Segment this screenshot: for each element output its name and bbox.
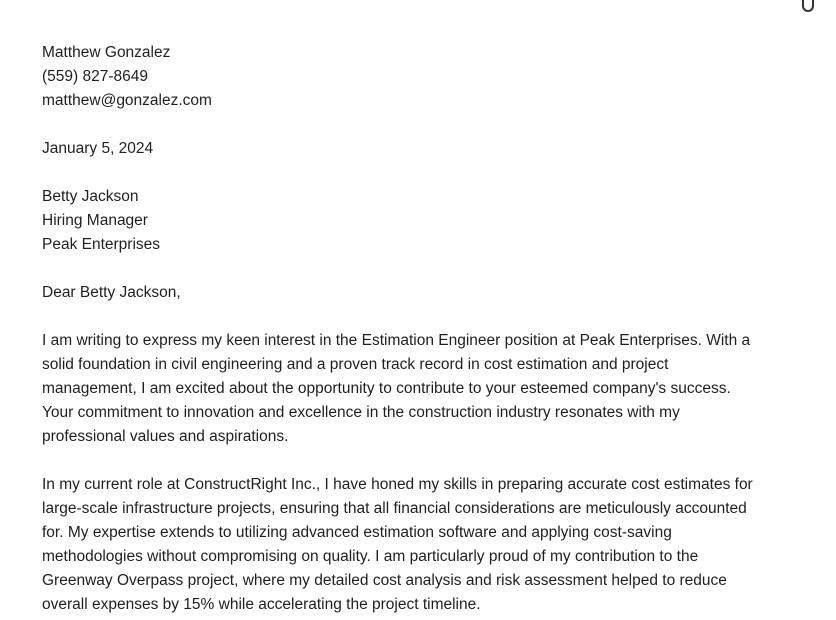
body-paragraph-1 [42, 329, 802, 449]
recipient-company: Peak Enterprises [42, 236, 161, 253]
paragraph-line: Your commitment to innovation and excellence in the construction industry resonates with my [42, 404, 680, 421]
paragraph-line: I am writing to express my keen interest in the Estimation Engineer position at Peak Enterprises. With a [42, 332, 751, 349]
body-paragraph-2 [42, 473, 802, 617]
sender-block [42, 41, 802, 113]
recipient-title: Hiring Manager [42, 212, 148, 229]
paragraph-line: management, I am excited about the opportunity to contribute to your esteemed company's success. [42, 380, 731, 397]
recipient-block [42, 185, 802, 257]
sender-phone: (559) 827-8649 [42, 68, 148, 85]
sender-email: matthew@gonzalez.com [42, 92, 212, 109]
letter-date: January 5, 2024 [42, 140, 154, 157]
cover-letter [42, 41, 802, 617]
paragraph-line: professional values and aspirations. [42, 428, 289, 445]
paragraph-line: overall expenses by 15% while accelerating the project timeline. [42, 596, 481, 613]
paragraph-line: Greenway Overpass project, where my detailed cost analysis and risk assessment helped to reduce [42, 572, 727, 589]
paragraph-line: for. My expertise extends to utilizing advanced estimation software and applying cost-saving [42, 524, 672, 541]
salutation: Dear Betty Jackson, [42, 284, 181, 301]
paragraph-line: methodologies without compromising on quality. I am particularly proud of my contribution to the [42, 548, 699, 565]
paragraph-line: In my current role at ConstructRight Inc., I have honed my skills in preparing accurate cost estimates for [42, 476, 753, 493]
scroll-handle-icon [802, 0, 814, 12]
recipient-name: Betty Jackson [42, 188, 139, 205]
paragraph-line: large-scale infrastructure projects, ensuring that all financial considerations are meticulously accounted [42, 500, 747, 517]
sender-name: Matthew Gonzalez [42, 44, 171, 61]
paragraph-line: solid foundation in civil engineering and a proven track record in cost estimation and project [42, 356, 669, 373]
